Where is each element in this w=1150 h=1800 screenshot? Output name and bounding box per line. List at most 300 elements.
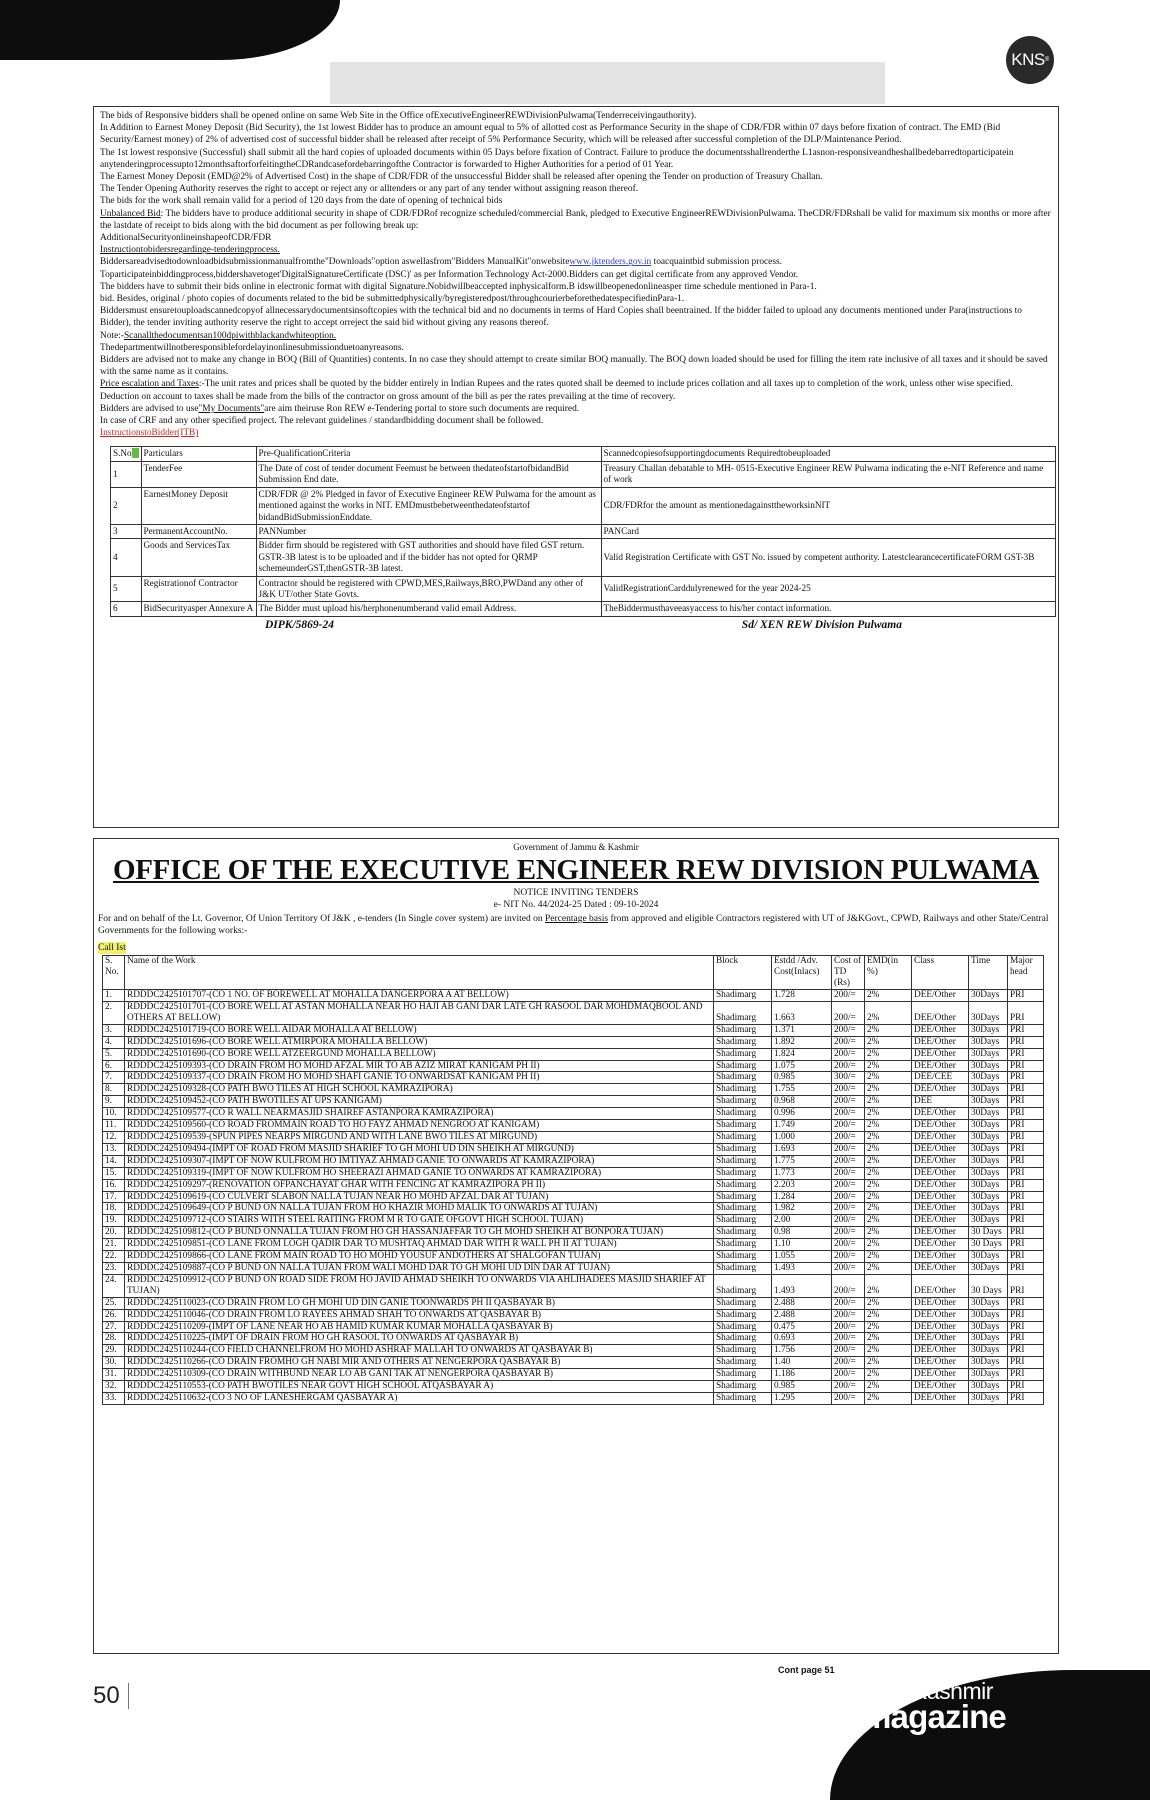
qual-documents: PANCard [601,524,1055,538]
works-td-cost: 200/= [832,1262,865,1274]
works-block: Shadimarg [714,1132,772,1144]
qual-particular: BidSecurityasper Annexure A [141,602,256,616]
works-td-cost: 200/= [832,1096,865,1108]
works-sno: 3. [103,1024,125,1036]
works-time: 30 Days [969,1274,1008,1297]
works-class: DEE/Other [912,1048,969,1060]
works-emd: 2% [865,1084,912,1096]
works-emd: 2% [865,1381,912,1393]
works-sno: 7. [103,1072,125,1084]
works-td-cost: 200/= [832,1179,865,1191]
works-block: Shadimarg [714,1369,772,1381]
works-emd: 2% [865,1167,912,1179]
works-td-cost: 200/= [832,1167,865,1179]
works-sno: 31. [103,1369,125,1381]
terms-paragraph: The bids for the work shall remain valid for a period of 120 days from the date of opening of technical bids [100,196,503,207]
works-time: 30Days [969,1024,1008,1036]
table-row [103,1333,1044,1345]
works-block: Shadimarg [714,1143,772,1155]
works-cost: 1.055 [772,1251,832,1263]
works-emd: 2% [865,1357,912,1369]
qual-criteria: Bidder firm should be registered with GST authorities and should have filed GST return. GSTR-3B latest is to be uploaded and if the bidder has not opted for QRMP schemeunderGST,thenGSTR-3B latest. [256,539,601,576]
works-class: DEE/Other [912,1155,969,1167]
works-cost: 1.493 [772,1262,832,1274]
qual-criteria: CDR/FDR @ 2% Pledged in favor of Executive Engineer REW Pulwama for the amount as mentioned against the works in NIT. EMDmustbebetweenthedateofstartof bidandBidSubmissionEnddate. [256,487,601,524]
qual-particular: EarnestMoney Deposit [141,487,256,524]
works-cost: 1.693 [772,1143,832,1155]
works-emd: 2% [865,1002,912,1025]
works-class: DEE/Other [912,1357,969,1369]
works-sno: 19. [103,1215,125,1227]
crf-para: In case of CRF and any other specified project. The relevant guidelines / standardbidding document shall be followed. [100,416,544,427]
table-row [103,1072,1044,1084]
works-cost: 1.295 [772,1392,832,1404]
green-marker [132,448,139,458]
works-td-cost: 200/= [832,1297,865,1309]
scanned-para: Biddersmust ensuretouploadscannedcopyof allnecessarydocumentsinsoftcopies with the technical bid and no documents in terms of Hard Copies shall beentrained. If the bidder failed to upload any documents mentioned under Para(instructions to Bidder), the tender inviting authority reserve the right to accept orreject the said bid without giving any reasons thereof. [100,306,1022,329]
works-cost: 1.40 [772,1357,832,1369]
works-time: 30 Days [969,1227,1008,1239]
works-cost: 0.985 [772,1072,832,1084]
works-sno: 9. [103,1096,125,1108]
works-sno: 25. [103,1297,125,1309]
works-head: PRI [1008,1321,1044,1333]
works-sno: 2. [103,1002,125,1025]
works-emd: 2% [865,1120,912,1132]
works-emd: 2% [865,1143,912,1155]
works-cost: 0.996 [772,1108,832,1120]
works-head: PRI [1008,1179,1044,1191]
work-name: RDDDC2425110225-(IMPT OF DRAIN FROM HO GH RASOOL TO ONWARDS AT QASBAYAR B) [125,1333,714,1345]
works-cost: 1.663 [772,1002,832,1025]
kns-logo: KNS ® [1006,36,1054,84]
table-row [103,1002,1044,1025]
works-cost: 2.488 [772,1297,832,1309]
dipk-reference: DIPK/5869-24 [265,618,334,631]
works-class: DEE/Other [912,1132,969,1144]
table-row [103,1215,1044,1227]
table-row [103,1262,1044,1274]
works-td-cost: 200/= [832,1215,865,1227]
works-block: Shadimarg [714,1215,772,1227]
works-sno: 14. [103,1155,125,1167]
online-para: The bidders have to submit their bids online in electronic format with digital Signature.Nobidwillbeaccepted inphysicalform.B idswillbeopenedonlineasper time schedule mentioned in Para-1. [100,281,817,292]
itb-heading: InstructionstoBidder(ITB) [100,428,199,439]
works-emd: 2% [865,990,912,1002]
works-cost: 1.749 [772,1120,832,1132]
works-time: 30Days [969,1309,1008,1321]
works-sno: 6. [103,1060,125,1072]
works-block: Shadimarg [714,1120,772,1132]
works-class: DEE/Other [912,1215,969,1227]
works-emd: 2% [865,1203,912,1215]
download-suffix: toacquaintbid submission process. [651,257,782,268]
besides-para: bid. Besides, original / photo copies of documents related to the bid be submittedphysically/byregisteredpost/throughcourierbeforethedatespecifiedinPara-1. [100,294,685,305]
terms-paragraph: The Earnest Money Deposit (EMD@2% of Advertised Cost) in the shape of CDR/FDR of the unsuccessful Bidder shall be released after opening the Tender on production of Treasury Challan. [100,172,823,183]
works-block: Shadimarg [714,1251,772,1263]
works-class: DEE/Other [912,1251,969,1263]
works-time: 30Days [969,1096,1008,1108]
works-emd: 2% [865,1191,912,1203]
works-time: 30Days [969,1167,1008,1179]
works-block: Shadimarg [714,1274,772,1297]
table-row [103,1143,1044,1155]
works-head: PRI [1008,1297,1044,1309]
works-td-cost: 200/= [832,1191,865,1203]
table-row [103,1345,1044,1357]
works-block: Shadimarg [714,1155,772,1167]
qual-documents: ValidRegistrationCarddulyrenewed for the year 2024-25 [601,576,1055,602]
table-row [103,1096,1044,1108]
works-cost: 1.755 [772,1084,832,1096]
works-class: DEE/Other [912,1167,969,1179]
works-class: DEE/Other [912,1203,969,1215]
works-block: Shadimarg [714,1345,772,1357]
work-name: RDDDC2425110553-(CO PATH BWOTILES NEAR GOVT HIGH SCHOOL ATQASBAYAR A) [125,1381,714,1393]
works-emd: 2% [865,1024,912,1036]
works-sno: 24. [103,1274,125,1297]
qual-documents: Valid Registration Certificate with GST No. issued by competent authority. LatestclearancecertificateFORM GST-3B [601,539,1055,576]
works-head: PRI [1008,1024,1044,1036]
works-class: DEE/Other [912,1297,969,1309]
works-td-cost: 200/= [832,1357,865,1369]
works-cost: 1.892 [772,1036,832,1048]
works-header-row [103,956,1044,990]
qualification-row [111,576,1056,602]
works-table [102,955,1044,1404]
qualification-row [111,461,1056,487]
works-header-td: Cost of TD (Rs) [832,956,865,990]
works-emd: 2% [865,1048,912,1060]
table-row [103,1036,1044,1048]
works-emd: 2% [865,1333,912,1345]
works-class: DEE/Other [912,1120,969,1132]
works-sno: 16. [103,1179,125,1191]
works-sno: 17. [103,1191,125,1203]
works-emd: 2% [865,1262,912,1274]
works-td-cost: 200/= [832,1274,865,1297]
works-td-cost: 200/= [832,1203,865,1215]
works-header-block: Block [714,956,772,990]
work-name: RDDDC2425109851-(CO LANE FROM LOGH QADIR DAR TO MUSHTAQ AHMAD DAR WITH R WALL PH II AT TUJAN) [125,1239,714,1251]
table-row [103,1357,1044,1369]
note-para [100,330,1052,342]
works-class: DEE/Other [912,1024,969,1036]
works-table-body [103,990,1044,1405]
work-name: RDDDC2425109328-(CO PATH BWO TILES AT HIGH SCHOOL KAMRAZIPORA) [125,1084,714,1096]
works-head: PRI [1008,1167,1044,1179]
works-emd: 2% [865,1309,912,1321]
signatory: Sd/ XEN REW Division Pulwama [741,618,902,631]
works-td-cost: 200/= [832,1251,865,1263]
work-name: RDDDC2425109539-(SPUN PIPES NEARPS MIRGUND AND WITH LANE BWO TILES AT MIRGUND) [125,1132,714,1144]
works-class: DEE/Other [912,1227,969,1239]
mydocs-prefix: Bidders are advised to use [100,403,199,414]
work-name: RDDDC2425109619-(CO CULVERT SLABON NALLA TUJAN NEAR HO MOHD AFZAL DAR AT TUJAN) [125,1191,714,1203]
works-head: PRI [1008,990,1044,1002]
works-block: Shadimarg [714,1072,772,1084]
additional-security: AdditionalSecurityonlineinshapeofCDR/FDR [100,233,272,244]
works-header-sno: S. No. [103,956,125,990]
works-time: 30Days [969,1215,1008,1227]
intro-basis: Percentage basis [545,914,609,924]
signoff-row [100,617,1052,631]
table-row [103,1120,1044,1132]
works-cost: 2.203 [772,1179,832,1191]
work-name: RDDDC2425109337-(CO DRAIN FROM HO MOHD SHAFI GANIE TO ONWARDSAT KANIGAM PH II) [125,1072,714,1084]
works-cost: 1.756 [772,1345,832,1357]
works-td-cost: 200/= [832,1333,865,1345]
works-block: Shadimarg [714,1333,772,1345]
qual-documents: CDR/FDRfor the amount as mentionedagainsttheworksinNIT [601,487,1055,524]
table-row [103,1297,1044,1309]
works-time: 30Days [969,1381,1008,1393]
works-td-cost: 200/= [832,1048,865,1060]
works-head: PRI [1008,1262,1044,1274]
works-class: DEE/Other [912,1321,969,1333]
qual-sno: 3 [111,524,142,538]
works-block: Shadimarg [714,1048,772,1060]
works-block: Shadimarg [714,1167,772,1179]
table-row [103,1048,1044,1060]
works-class: DEE/Other [912,1108,969,1120]
works-class: DEE/Other [912,1002,969,1025]
works-time: 30Days [969,1251,1008,1263]
works-head: PRI [1008,1345,1044,1357]
works-sno: 8. [103,1084,125,1096]
works-block: Shadimarg [714,1321,772,1333]
terms-paragraph: In Addition to Earnest Money Deposit (Bid Security), the 1st lowest Bidder has to produce an amount equal to 5% of allotted cost as Performance Security in the shape of CDR/FDR within 07 days before fixation of contract. The EMD (Bid Security/Earnest money) of 2% of advertised cost of successful bidder shall be released after receipt of 5% Performance Security, which will be released after successful completion of the DLP/Maintenance Period. [100,123,1001,146]
table-row [103,1239,1044,1251]
nit-number: e- NIT No. 44/2024-25 Dated : 09-10-2024 [493,900,659,910]
works-cost: 1.10 [772,1239,832,1251]
work-name: RDDDC2425109319-(IMPT OF NOW KULFROM HO SHEERAZI AHMAD GANIE TO ONWARDS AT KAMRAZIPORA) [125,1167,714,1179]
mydocs-para [100,403,1052,415]
works-cost: 1.493 [772,1274,832,1297]
download-text: Biddersareadvisedtodownloadbidsubmissionmanualfromthe"Downloads"option aswellasfrom"Bidders ManualKit"onwebsite [100,257,570,268]
table-row [103,1191,1044,1203]
works-block: Shadimarg [714,1036,772,1048]
works-sno: 5. [103,1048,125,1060]
qualification-table-body [111,461,1056,616]
terms-paragraph: The bids of Responsive bidders shall be opened online on same Web Site in the Office ofExecutiveEngineerREWDivisionPulwama(Tenderreceivingauthority). [100,111,697,121]
works-head: PRI [1008,1060,1044,1072]
works-head: PRI [1008,1215,1044,1227]
works-cost: 1.728 [772,990,832,1002]
works-cost: 2.488 [772,1309,832,1321]
works-cost: 1.773 [772,1167,832,1179]
works-head: PRI [1008,1369,1044,1381]
qual-criteria: The Date of cost of tender document Feemust be between thedateofstartofbidandBid Submission End date. [256,461,601,487]
works-sno: 15. [103,1167,125,1179]
qual-documents: Treasury Challan debatable to MH- 0515-Executive Engineer REW Pulwama indicating the e-NIT Reference and name of work [601,461,1055,487]
works-time: 30Days [969,1262,1008,1274]
works-emd: 2% [865,1274,912,1297]
works-class: DEE/Other [912,1179,969,1191]
works-block: Shadimarg [714,1096,772,1108]
works-head: PRI [1008,1155,1044,1167]
works-block: Shadimarg [714,990,772,1002]
website-link[interactable]: www.jktenders.gov.in [569,257,652,268]
note-text: Scanallthedocumentsan100dpiwithblackandwhiteoption. [123,330,337,341]
works-cost: 1.186 [772,1369,832,1381]
download-para [100,256,1052,268]
works-head: PRI [1008,1274,1044,1297]
works-sno: 21. [103,1239,125,1251]
terms-paragraph: The Tender Opening Authority reserves the right to accept or reject any or alltenders or any part of any tender without assigning reason thereof. [100,184,639,195]
work-name: RDDDC2425110023-(CO DRAIN FROM LO GH MOHI UD DIN GANIE TOONWARDS PH II QASBAYAR B) [125,1297,714,1309]
works-time: 30Days [969,1333,1008,1345]
works-class: DEE/Other [912,1084,969,1096]
work-name: RDDDC2425109577-(CO R WALL NEARMASJID SHAIREF ASTANPORA KAMRAZIPORA) [125,1108,714,1120]
works-td-cost: 200/= [832,1143,865,1155]
works-td-cost: 200/= [832,1155,865,1167]
work-name: RDDDC2425109912-(CO P BUND ON ROAD SIDE FROM HO JAVID AHMAD SHEIKH TO ONWARDS VIA AHLIHADEES MASJID SHARIEF AT TUJAN) [125,1274,714,1297]
work-name: RDDDC2425109887-(CO P BUND ON NALLA TUJAN FROM WALI MOHD DAR TO GH MOHI UD DIN DAR AT TUJAN) [125,1262,714,1274]
works-time: 30Days [969,1143,1008,1155]
works-head: PRI [1008,1227,1044,1239]
qualification-row [111,524,1056,538]
works-time: 30Days [969,1297,1008,1309]
works-time: 30Days [969,1155,1008,1167]
works-time: 30Days [969,990,1008,1002]
works-td-cost: 200/= [832,1120,865,1132]
works-block: Shadimarg [714,1392,772,1404]
qual-header-particulars: Particulars [141,447,256,461]
works-block: Shadimarg [714,1239,772,1251]
works-block: Shadimarg [714,1357,772,1369]
works-class: DEE/Other [912,1345,969,1357]
qual-particular: TenderFee [141,461,256,487]
works-time: 30Days [969,1002,1008,1025]
work-name: RDDDC2425101701-(CO BORE WELL AT ASTAN MOHALLA NEAR HO HAJI AB GANI DAR LATE GH RASOOL DAR MOHDMAQBOOL AND OTHERS AT BELLOW) [125,1002,714,1025]
works-time: 30Days [969,1179,1008,1191]
table-row [103,1108,1044,1120]
works-time: 30Days [969,1369,1008,1381]
works-head: PRI [1008,1251,1044,1263]
works-class: DEE/Other [912,1309,969,1321]
works-cost: 1.075 [772,1060,832,1072]
works-emd: 2% [865,1321,912,1333]
price-label: Price escalation and Taxes [100,379,199,390]
works-emd: 2% [865,1096,912,1108]
works-emd: 2% [865,1155,912,1167]
work-name: RDDDC2425110632-(CO 3 NO OF LANESHERGAM QASBAYAR A) [125,1392,714,1404]
unbalanced-bid-para [100,208,1052,232]
table-row [103,1381,1044,1393]
works-sno: 12. [103,1132,125,1144]
department-para: Thedepartmentwillnotberesponsiblefordelayinonlinesubmissionduetoanyreasons. [100,342,404,353]
works-emd: 2% [865,1392,912,1404]
table-row [103,990,1044,1002]
work-name: RDDDC2425110209-(IMPT OF LANE NEAR HO AB HAMID KUMAR KUMAR MOHALLA QASBAYAR B) [125,1321,714,1333]
works-head: PRI [1008,1084,1044,1096]
qual-particular: PermanentAccountNo. [141,524,256,538]
work-name: RDDDC2425109494-(IMPT OF ROAD FROM MASJID SHARIEF TO GH MOHI UD DIN SHEIKH AT MIRGUND) [125,1143,714,1155]
works-class: DEE/CEE [912,1072,969,1084]
table-row [103,1309,1044,1321]
works-time: 30Days [969,1203,1008,1215]
works-class: DEE/Other [912,1274,969,1297]
works-time: 30 Days [969,1239,1008,1251]
works-class: DEE/Other [912,1143,969,1155]
works-sno: 28. [103,1333,125,1345]
works-class: DEE/Other [912,990,969,1002]
works-sno: 11. [103,1120,125,1132]
works-head: PRI [1008,1239,1044,1251]
works-sno: 22. [103,1251,125,1263]
works-time: 30Days [969,1072,1008,1084]
works-sno: 32. [103,1381,125,1393]
mydocs-link: "My Documents" [198,403,265,414]
works-class: DEE/Other [912,1392,969,1404]
works-time: 30Days [969,1357,1008,1369]
works-block: Shadimarg [714,1024,772,1036]
works-block: Shadimarg [714,1381,772,1393]
work-name: RDDDC2425101696-(CO BORE WELL ATMIRPORA MOHALLA BELLOW) [125,1036,714,1048]
works-td-cost: 200/= [832,1132,865,1144]
works-head: PRI [1008,1036,1044,1048]
work-name: RDDDC2425109812-(CO P BUND ONNALLA TUJAN FROM HO GH HASSANJAFFAR TO GH MOHD SHEIKH AT BONPORA TUJAN) [125,1227,714,1239]
works-sno: 33. [103,1392,125,1404]
qualification-row [111,487,1056,524]
corner-decoration-top [0,0,340,60]
intro-prefix: For and on behalf of the Lt. Governor, Of Union Territory Of J&K , e-tenders (In Single cover system) are invited on [98,914,546,924]
works-time: 30Days [969,1392,1008,1404]
qual-header-documents: Scannedcopiesofsupportingdocuments Requiredtobeuploaded [601,447,1055,461]
kns-logo-text: KNS [1011,50,1045,69]
call-label: Call Ist [98,943,126,954]
notice-heading: NOTICE INVITING TENDERS [513,888,639,898]
table-row [103,1132,1044,1144]
works-block: Shadimarg [714,1227,772,1239]
works-class: DEE/Other [912,1239,969,1251]
table-row [103,1024,1044,1036]
table-row [103,1060,1044,1072]
works-class: DEE/Other [912,1369,969,1381]
works-sno: 20. [103,1227,125,1239]
note-label: Note:- [100,330,124,341]
qual-header-criteria: Pre-QualificationCriteria [256,447,601,461]
works-sno: 4. [103,1036,125,1048]
government-line: Government of Jammu & Kashmir [513,842,639,852]
works-block: Shadimarg [714,1191,772,1203]
qual-criteria: Contractor should be registered with CPWD,MES,Railways,BRO,PWDand any other of J&K UT/other State Govts. [256,576,601,602]
works-sno: 27. [103,1321,125,1333]
qual-criteria: PANNumber [256,524,601,538]
work-name: RDDDC2425110309-(CO DRAIN WITHBUND NEAR LO AB GANI TAK AT NENGERPORA QASBAYAR B) [125,1369,714,1381]
instruction-heading: Instructiontobidersregardinge-tenderingprocess. [100,245,280,256]
work-name: RDDDC2425109649-(CO P BUND ON NALLA TUJAN FROM HO KHAZIR MOHD MALIK TO ONWARDS AT TUJAN) [125,1203,714,1215]
works-cost: 2.00 [772,1215,832,1227]
price-text: :-The unit rates and prices shall be quoted by the bidder entirely in Indian Rupees and the rates quoted shall be deemed to include prices collation and all taxes up to completion of the work, unless other wise specified. Deduction on account to taxes shall be made from the bills of the contractor on gross amount of the bill as per the rates prevailing at the time of recovery. [100,379,1013,402]
works-td-cost: 300/= [832,1072,865,1084]
works-sno: 30. [103,1357,125,1369]
works-td-cost: 200/= [832,1309,865,1321]
works-block: Shadimarg [714,1309,772,1321]
works-head: PRI [1008,1392,1044,1404]
bid-terms-box [93,106,1059,828]
works-td-cost: 200/= [832,1024,865,1036]
works-cost: 0.985 [772,1381,832,1393]
table-row [103,1274,1044,1297]
qual-sno: 2 [111,487,142,524]
works-emd: 2% [865,1227,912,1239]
work-name: RDDDC2425109866-(CO LANE FROM MAIN ROAD TO HO MOHD YOUSUF ANDOTHERS AT SHALGOFAN TUJAN) [125,1251,714,1263]
works-cost: 1.775 [772,1155,832,1167]
work-name: RDDDC2425109307-(IMPT OF NOW KULFROM HO IMTIYAZ AHMAD GANIE TO ONWARDS AT KAMRAZIPORA) [125,1155,714,1167]
works-emd: 2% [865,1369,912,1381]
